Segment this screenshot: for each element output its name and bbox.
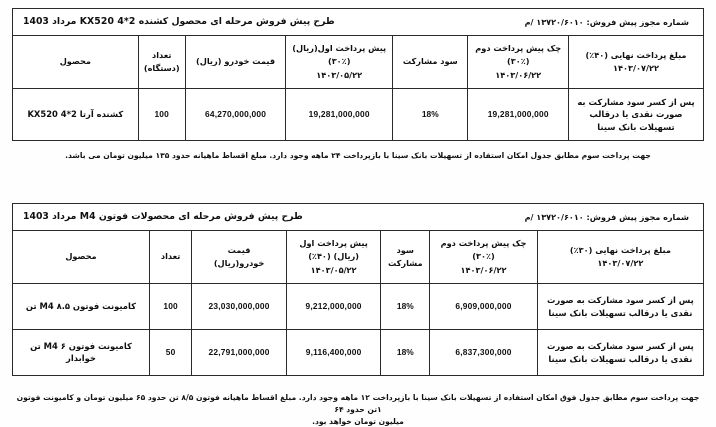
table-row: [13, 284, 704, 330]
table-row: [13, 89, 704, 141]
table-row: [13, 330, 704, 376]
header-text: مشارکت: [387, 258, 423, 268]
header-text: (۳۰٪): [327, 56, 351, 67]
cell-second-check: 19,281,000,000: [468, 89, 569, 141]
table-2-col-product: [13, 231, 150, 284]
table-2-permit-number: شماره مجوز پیش فروش: ۱۳۷۲۰/۶۰۱۰ /م: [524, 211, 689, 222]
final-payment-text: پس از کسر سود مشارکت به صورت نقدی یا: [547, 294, 694, 318]
header-text: (۳۰٪): [506, 56, 530, 67]
table-1-col-price: [185, 36, 286, 89]
cell-profit: 18%: [381, 284, 430, 330]
table-2-col-final-payment: [537, 231, 703, 284]
header-text: محصول: [59, 56, 91, 67]
cell-second-check: 6,837,300,000: [430, 330, 538, 376]
header-text: ۱۴۰۳/۰۶/۲۲: [460, 264, 507, 275]
cell-count: 50: [149, 330, 191, 376]
header-text: چک پیش پرداخت دوم: [440, 238, 527, 249]
cell-price: 22,791,000,000: [192, 330, 287, 376]
cell-product: کامیونت فوتون M4 ۸.۵ تن: [13, 284, 150, 330]
header-text: خودرو(ریال): [213, 258, 265, 268]
table-1-plan-title: طرح پیش فروش مرحله ای محصول کشنده KX520 4*2 مرداد 1403: [23, 15, 335, 27]
cell-price: 23,030,000,000: [192, 284, 287, 330]
table-1-col-second-check: [468, 36, 569, 89]
cell-count: 100: [149, 284, 191, 330]
table-2-col-second-check: [430, 231, 538, 284]
table-2-plan-title: طرح پیش فروش مرحله ای محصولات فوتون M4 مرداد 1403: [23, 210, 303, 222]
table-1-col-profit: [393, 36, 468, 89]
cell-price: 64,270,000,000: [185, 89, 286, 141]
header-text: قیمت خودرو (ریال): [196, 56, 276, 67]
header-text: ۱۴۰۳/۰۷/۲۲: [597, 258, 644, 268]
header-text: تعداد: [152, 49, 172, 60]
table-2-col-count: [149, 231, 191, 284]
header-text: مبلغ پرداخت نهایی (۴۰٪): [585, 49, 687, 60]
table-1-header-row: [13, 36, 704, 89]
cell-product: کامیونت فوتون M4 ۶ تن خوابدار: [13, 330, 150, 376]
table-2-footnote-line-1: جهت پرداخت سوم مطابق جدول فوق امکان استفاده از تسهیلات بانک سینا با بازپرداخت ۱۲ ماهه وجود دارد. مبلغ اقساط ماهیانه فوتون ۸/۵ تن حدود ۶۵ میلیون تومان و کامیونت فوتون ۱تن حدود ۶۴: [16, 393, 700, 414]
preorder-table-2-block: [12, 203, 704, 376]
table-1-col-final-payment: [568, 36, 703, 89]
header-text: محصول: [65, 251, 97, 262]
header-text: ۱۴۰۳/۰۷/۲۲: [612, 63, 659, 73]
final-payment-text: پس از کسر سود مشارکت به صورت: [577, 96, 695, 120]
table-1-footnote: جهت پرداخت سوم مطابق جدول امکان استفاده از تسهیلات بانک سینا با بازپرداخت ۲۴ ماهه وجود دارد. مبلغ اقساط ماهیانه حدود ۱۳۵ میلیون تومان می باشد.: [65, 151, 651, 160]
cell-product: کشنده آرتا KX520 4*2: [13, 89, 139, 141]
final-payment-text: درقالب تسهیلات بانک سینا: [548, 307, 659, 318]
header-text: مبلغ پرداخت نهایی (۳۰٪): [569, 244, 671, 255]
table-2-col-price: [192, 231, 287, 284]
table-2-footnote-line-2: میلیون تومان خواهد بود.: [312, 416, 404, 426]
cell-final-payment: [568, 89, 703, 141]
header-text: ۱۴۰۳/۰۵/۲۲: [310, 264, 357, 275]
header-text: پیش پرداخت اول: [299, 238, 368, 249]
header-text: سود مشارکت: [402, 56, 458, 67]
table-1-title-cell: [13, 9, 704, 36]
table-2-title-cell: [13, 204, 704, 231]
header-text: ۱۴۰۳/۰۵/۲۲: [316, 69, 363, 80]
cell-first-payment: 9,116,400,000: [286, 330, 381, 376]
table-1-permit-number: شماره مجوز پیش فروش: ۱۳۷۲۰/۶۰۱۰ /م: [524, 16, 689, 27]
cell-final-payment: [537, 330, 703, 376]
cell-final-payment: [537, 284, 703, 330]
table-2-header-row: [13, 231, 704, 284]
table-1-col-count: [138, 36, 185, 89]
cell-second-check: 6,909,000,000: [430, 284, 538, 330]
preorder-table-1: [12, 8, 704, 141]
header-text: (ریال) (۴۰٪): [308, 251, 359, 262]
cell-first-payment: 9,212,000,000: [286, 284, 381, 330]
cell-count: 100: [138, 89, 185, 141]
table-1-title-row: [13, 9, 704, 36]
cell-first-payment: 19,281,000,000: [286, 89, 393, 141]
final-payment-text: درقالب تسهیلات بانک سینا: [589, 109, 675, 132]
header-text: (۳۰٪): [472, 251, 495, 262]
table-2-col-profit: [381, 231, 430, 284]
cell-profit: 18%: [381, 330, 430, 376]
header-text: چک پیش پرداخت دوم: [475, 43, 562, 54]
cell-profit: 18%: [393, 89, 468, 141]
table-2-col-first-payment: [286, 231, 381, 284]
header-text: سود: [396, 244, 414, 255]
preorder-table-1-block: [12, 8, 704, 141]
header-text: تعداد: [160, 251, 181, 262]
final-payment-text: نقدی یا: [622, 109, 654, 120]
header-text: ۱۴۰۳/۰۶/۲۲: [495, 69, 542, 80]
header-text: قیمت: [227, 244, 251, 255]
header-text: (دستگاه): [143, 63, 180, 73]
final-payment-text: پس از کسر سود مشارکت به صورت نقدی یا: [547, 340, 694, 364]
table-2-footnote: [10, 392, 706, 427]
header-text: پیش پرداخت اول(ریال): [292, 43, 387, 54]
table-1-col-product: [13, 36, 139, 89]
final-payment-text: درقالب تسهیلات بانک سینا: [548, 353, 659, 364]
preorder-table-2: [12, 203, 704, 376]
table-2-title-row: [13, 204, 704, 231]
table-1-col-first-payment: [286, 36, 393, 89]
